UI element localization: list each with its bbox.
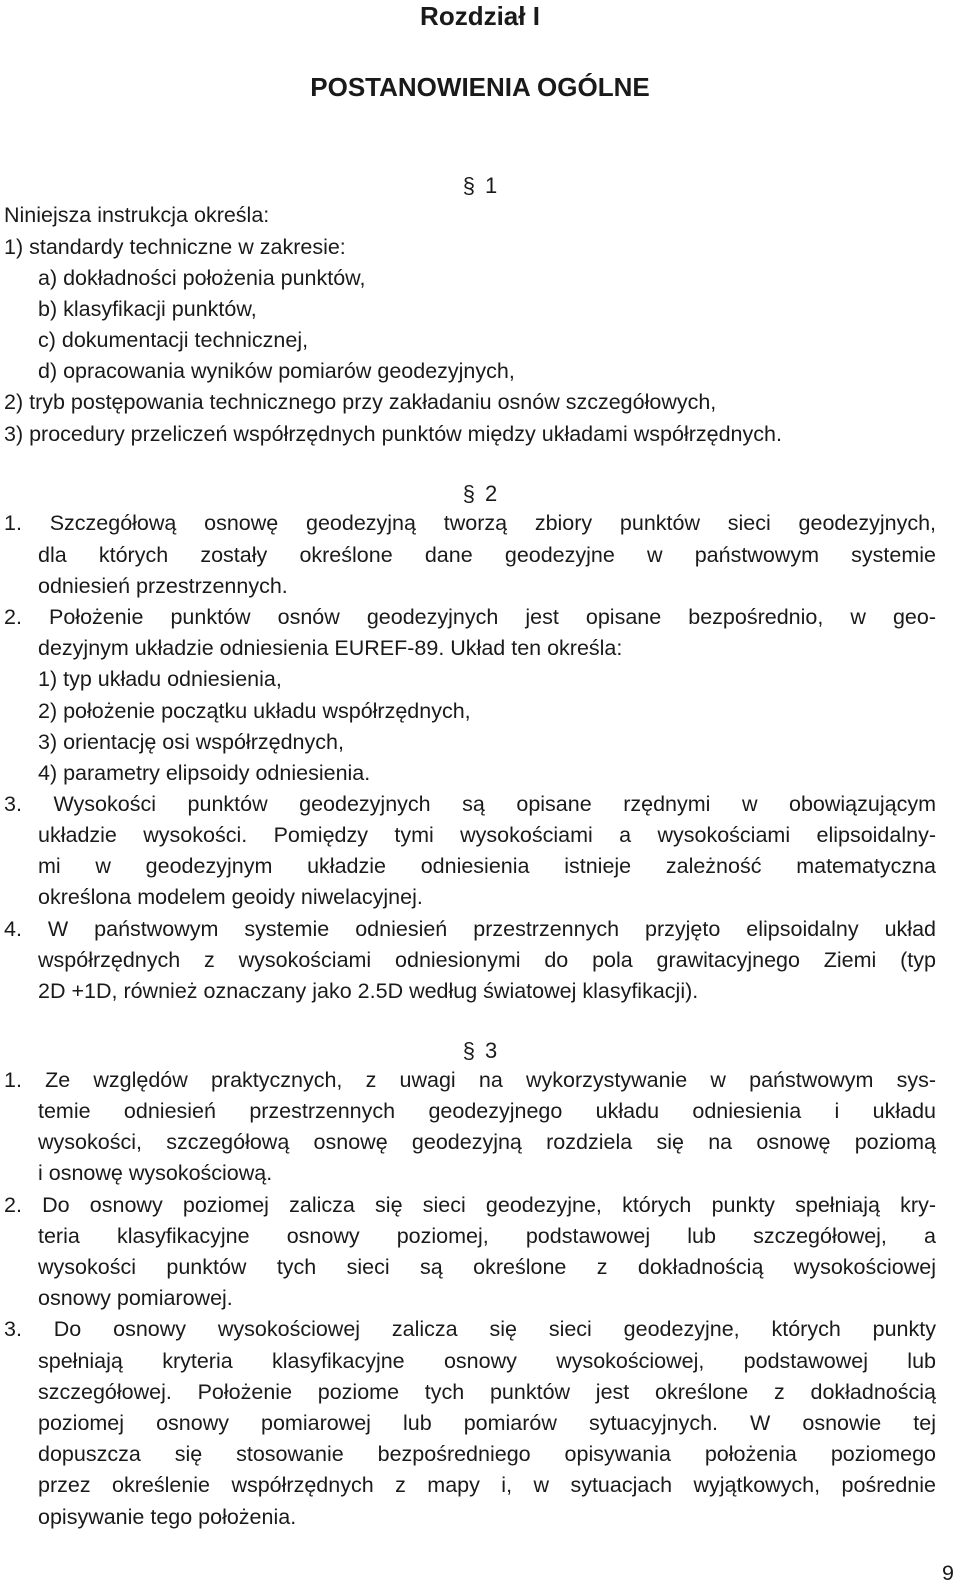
section-sign: §: [462, 173, 475, 198]
paragraph-line: teria klasyfikacyjne osnowy poziomej, podstawowej lub szczegółowej, a: [38, 1224, 936, 1248]
list-item: 3) procedury przeliczeń współrzędnych punktów między układami współrzędnych.: [4, 422, 782, 446]
paragraph-line: 4. W państwowym systemie odniesień przestrzennych przyjęto elipsoidalny układ: [4, 917, 936, 941]
list-item: 1) standardy techniczne w zakresie:: [4, 235, 346, 259]
chapter-title: Rozdział I: [420, 1, 540, 31]
chapter-subtitle: POSTANOWIENIA OGÓLNE: [310, 72, 650, 102]
list-item: 2) położenie początku układu współrzędnych,: [38, 699, 471, 723]
list-item: 4) parametry elipsoidy odniesienia.: [38, 761, 371, 785]
paragraph-line: 2. Położenie punktów osnów geodezyjnych jest opisane bezpośrednio, w geo-: [4, 605, 936, 629]
paragraph-line: temie odniesień przestrzennych geodezyjnego układu odniesienia i układu: [38, 1099, 936, 1123]
paragraph-line: poziomej osnowy pomiarowej lub pomiarów sytuacyjnych. W osnowie tej: [38, 1411, 936, 1435]
section-number: 2: [485, 481, 498, 506]
list-subitem: a) dokładności położenia punktów,: [38, 266, 366, 290]
section-heading-1: [0, 171, 960, 201]
paragraph-line: wysokości punktów tych sieci są określone z dokładnością wysokościowej: [38, 1255, 936, 1279]
list-subitem: d) opracowania wyników pomiarów geodezyjnych,: [38, 359, 515, 383]
section-number: 3: [485, 1038, 498, 1063]
paragraph-line: spełniają kryteria klasyfikacyjne osnowy wysokościowej, podstawowej lub: [38, 1349, 936, 1373]
paragraph-line: opisywanie tego położenia.: [38, 1505, 297, 1529]
section-sign: §: [462, 1038, 475, 1063]
list-item: 3) orientację osi współrzędnych,: [38, 730, 344, 754]
section-heading-2: [0, 479, 960, 509]
paragraph-line: 1. Szczegółową osnowę geodezyjną tworzą zbiory punktów sieci geodezyjnych,: [4, 511, 936, 535]
section-heading-3: [0, 1036, 960, 1066]
paragraph-line: układzie wysokości. Pomiędzy tymi wysokościami a wysokościami elipsoidalny-: [38, 823, 936, 847]
paragraph-line: przez określenie współrzędnych z mapy i, w sytuacjach wyjątkowych, pośrednie: [38, 1473, 936, 1497]
paragraph-line: dla których zostały określone dane geodezyjne w państwowym systemie: [38, 543, 936, 567]
list-subitem: b) klasyfikacji punktów,: [38, 297, 257, 321]
paragraph-line: dezyjnym układzie odniesienia EUREF-89. Układ ten określa:: [38, 636, 623, 660]
section-sign: §: [462, 481, 475, 506]
paragraph-line: 1. Ze względów praktycznych, z uwagi na wykorzystywanie w państwowym sys-: [4, 1068, 936, 1092]
list-item: 1) typ układu odniesienia,: [38, 667, 282, 691]
page-number: 9: [942, 1561, 954, 1585]
paragraph-line: określona modelem geoidy niwelacyjnej.: [38, 885, 423, 909]
paragraph-line: szczegółowej. Położenie poziome tych punktów jest określone z dokładnością: [38, 1380, 936, 1404]
paragraph-line: osnowy pomiarowej.: [38, 1286, 233, 1310]
section-number: 1: [485, 173, 498, 198]
paragraph-line: i osnowę wysokościową.: [38, 1161, 273, 1185]
paragraph-line: 2. Do osnowy poziomej zalicza się sieci geodezyjne, których punkty spełniają kry-: [4, 1193, 936, 1217]
paragraph-line: współrzędnych z wysokościami odniesionymi do pola grawitacyjnego Ziemi (typ: [38, 948, 936, 972]
paragraph-line: 3. Do osnowy wysokościowej zalicza się sieci geodezyjne, których punkty: [4, 1317, 936, 1341]
text-line: Niniejsza instrukcja określa:: [4, 203, 270, 227]
paragraph-line: dopuszcza się stosowanie bezpośredniego opisywania położenia poziomego: [38, 1442, 936, 1466]
paragraph-line: 3. Wysokości punktów geodezyjnych są opisane rzędnymi w obowiązującym: [4, 792, 936, 816]
paragraph-line: wysokości, szczegółową osnowę geodezyjną rozdziela się na osnowę poziomą: [38, 1130, 936, 1154]
paragraph-line: odniesień przestrzennych.: [38, 574, 288, 598]
paragraph-line: mi w geodezyjnym układzie odniesienia istnieje zależność matematyczna: [38, 854, 936, 878]
list-subitem: c) dokumentacji technicznej,: [38, 328, 309, 352]
paragraph-line: 2D +1D, również oznaczany jako 2.5D według światowej klasyfikacji).: [38, 979, 699, 1003]
list-item: 2) tryb postępowania technicznego przy zakładaniu osnów szczegółowych,: [4, 390, 717, 414]
